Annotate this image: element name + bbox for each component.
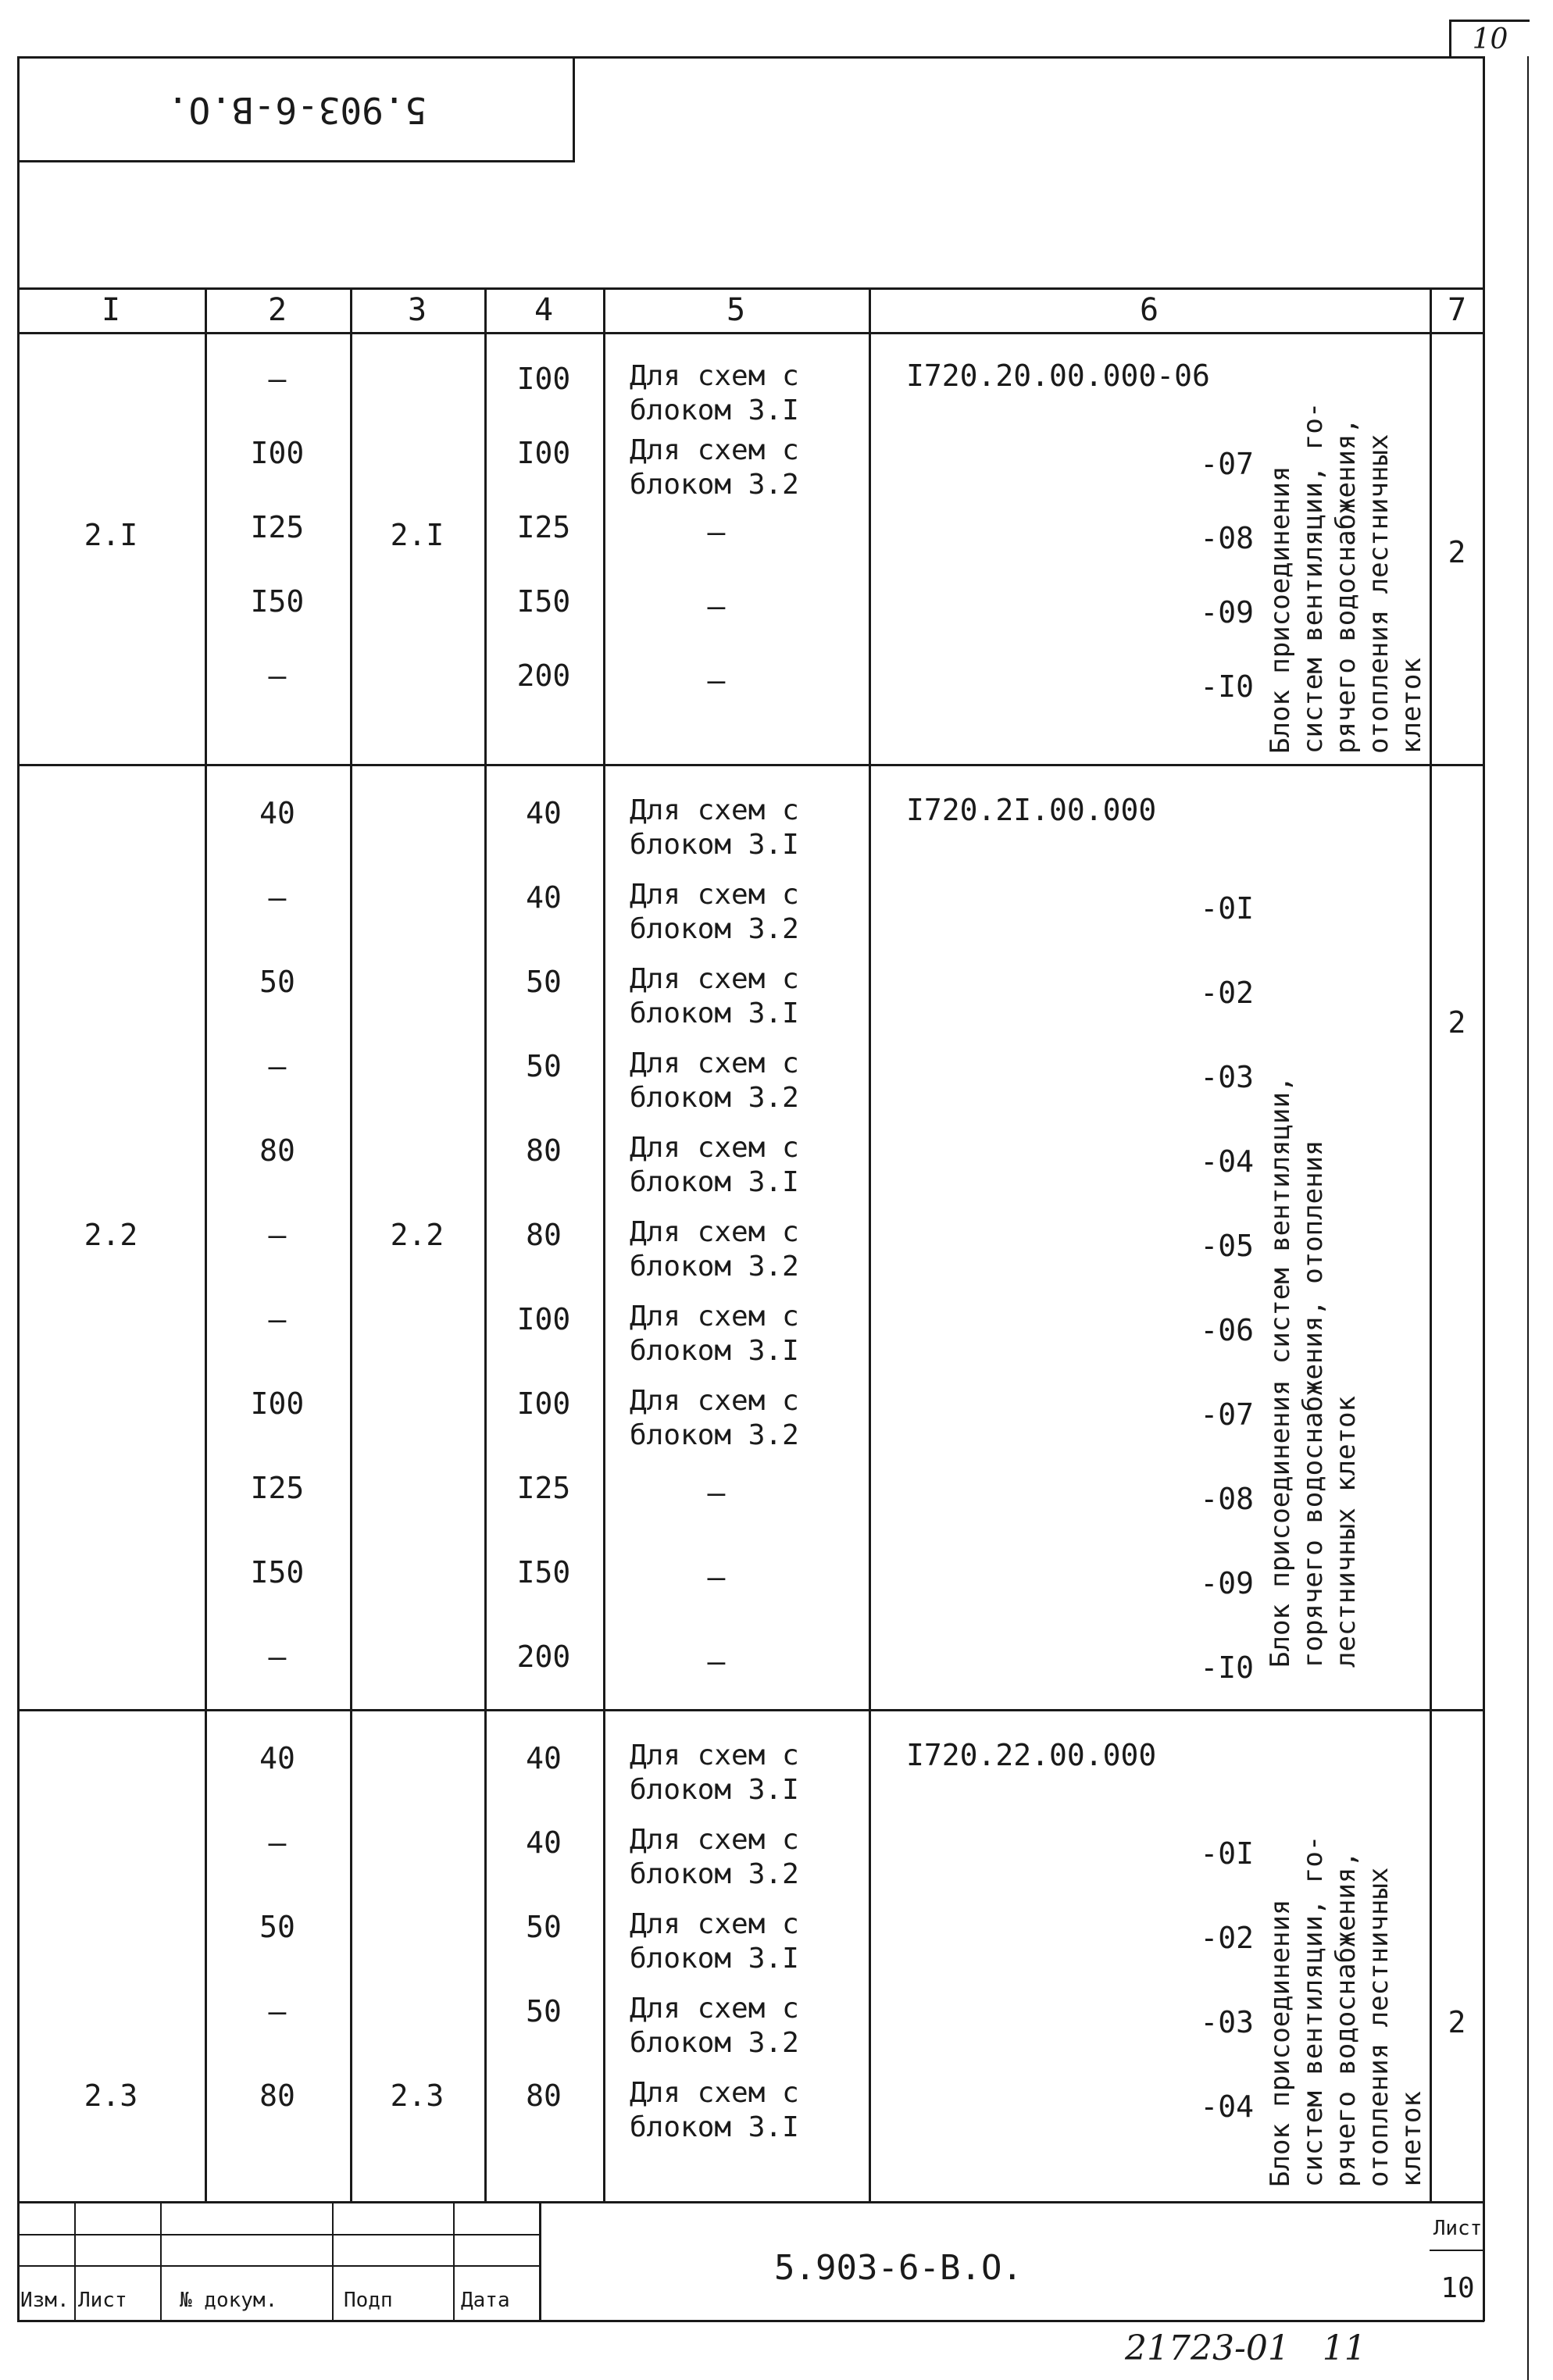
group-1-row-4-col4: I50: [516, 584, 571, 619]
tb-label-doc: № докум.: [180, 2289, 278, 2312]
group-2-row-6-col2: –: [268, 1218, 287, 1252]
tb-label-izm: Изм.: [20, 2289, 70, 2312]
corner-box-left: [1449, 20, 1451, 59]
group-2-row-10-col6: -09: [1200, 1566, 1254, 1600]
group-1-name: Блок присоединения систем вентиляции, го- рячего водоснабжения, отопления лестничных клеток: [1265, 401, 1427, 754]
group-3-row-3-col2: 50: [259, 1910, 295, 1944]
group-1-row-1-col4: I00: [516, 362, 571, 396]
group-2-row-7-col2: –: [268, 1302, 287, 1336]
group-3-row-4-col2: –: [268, 1994, 287, 2029]
tb-label-list: Лист: [78, 2289, 127, 2312]
group-1-row-5-col6: -I0: [1200, 669, 1254, 704]
group-2-row-11-col5: –: [707, 1644, 726, 1679]
group-2-row-6-col6: -05: [1200, 1229, 1254, 1263]
group-3-row-5-col2: 80: [259, 2078, 295, 2113]
frame-right-line: [1483, 56, 1485, 2321]
frame-left-line: [17, 56, 20, 2321]
tb-col-a: [74, 2201, 76, 2322]
stamp-mirrored: 5.903-6-В.О.: [166, 89, 427, 131]
header-col-4: 4: [534, 292, 554, 328]
header-col-7: 7: [1447, 292, 1467, 328]
group-2-row-2-col6: -0I: [1200, 891, 1254, 926]
group-2-row-5-col2: 80: [259, 1133, 295, 1168]
tb-col-b: [160, 2201, 162, 2322]
group-3-row-3-col4: 50: [526, 1910, 562, 1944]
group-3-row-5-col6: -04: [1200, 2089, 1254, 2124]
tb-label-date: Дата: [461, 2289, 510, 2312]
frame-bottom-line: [17, 2320, 1484, 2322]
group-2-row-9-col4: I25: [516, 1471, 571, 1505]
group-2-row-11-col2: –: [268, 1640, 287, 1674]
group-2-row-7-col4: I00: [516, 1302, 571, 1336]
group-2-base-code: I720.2I.00.000: [906, 793, 1157, 827]
group-3-row-2-col2: –: [268, 1825, 287, 1860]
group-2-row-5-col4: 80: [526, 1133, 562, 1168]
group-1-row-1-col5: Для схем с блоком 3.I: [630, 360, 799, 426]
group-1-col7: 2: [1448, 535, 1466, 569]
group-2-row-8-col4: I00: [516, 1386, 571, 1421]
group-2-row-2-col2: –: [268, 880, 287, 915]
group-2-row-1-col5: Для схем с блоком 3.I: [630, 794, 799, 861]
group-2-row-5-col5: Для схем с блоком 3.I: [630, 1132, 799, 1198]
stamp-box-right: [573, 56, 575, 162]
group-2-row-5-col6: -04: [1200, 1144, 1254, 1179]
group-2-row-4-col2: –: [268, 1049, 287, 1083]
col-line-6: [1430, 287, 1432, 2201]
group-3-row-2-col6: -0I: [1200, 1836, 1254, 1871]
group-2-row-10-col4: I50: [516, 1555, 571, 1590]
sheet-outer-right-line: [1527, 56, 1529, 2380]
group-1-row-3-col4: I25: [516, 510, 571, 544]
group-separator-1: [17, 764, 1484, 766]
group-1-row-1-col2: –: [268, 362, 287, 396]
group-1-base-code: I720.20.00.000-06: [906, 359, 1210, 393]
group-2-row-8-col6: -07: [1200, 1397, 1254, 1432]
header-col-5: 5: [726, 292, 746, 328]
group-2-row-3-col5: Для схем с блоком 3.I: [630, 963, 799, 1029]
group-2-col3: 2.2: [390, 1218, 444, 1252]
group-2-row-11-col6: -I0: [1200, 1650, 1254, 1685]
tb-sheet-label: Лист: [1433, 2217, 1483, 2240]
group-1-row-5-col2: –: [268, 658, 287, 693]
group-3-col7: 2: [1448, 2005, 1466, 2039]
group-3-row-3-col5: Для схем с блоком 3.I: [630, 1908, 799, 1975]
header-col-1: I: [101, 292, 121, 328]
group-2-row-8-col2: I00: [250, 1386, 305, 1421]
group-2-row-9-col5: –: [707, 1475, 726, 1510]
group-2-row-3-col6: -02: [1200, 976, 1254, 1010]
group-3-row-1-col4: 40: [526, 1741, 562, 1775]
group-2-row-2-col4: 40: [526, 880, 562, 915]
group-2-row-2-col5: Для схем с блоком 3.2: [630, 879, 799, 945]
group-2-col7: 2: [1448, 1005, 1466, 1040]
tb-label-podp: Подп: [344, 2289, 393, 2312]
group-1-col3: 2.I: [390, 518, 444, 552]
group-3-row-4-col6: -03: [1200, 2005, 1254, 2039]
group-2-row-7-col6: -06: [1200, 1313, 1254, 1347]
group-3-row-2-col4: 40: [526, 1825, 562, 1860]
tb-col-c: [332, 2201, 334, 2322]
group-1-col1: 2.I: [84, 518, 138, 552]
header-top-line: [17, 287, 1484, 290]
header-col-6: 6: [1139, 292, 1159, 328]
group-2-row-3-col2: 50: [259, 965, 295, 999]
group-2-row-9-col2: I25: [250, 1471, 305, 1505]
group-2-row-1-col2: 40: [259, 796, 295, 830]
group-1-row-4-col6: -09: [1200, 595, 1254, 630]
group-separator-2: [17, 1709, 1484, 1711]
group-2-row-10-col2: I50: [250, 1555, 305, 1590]
group-2-row-4-col4: 50: [526, 1049, 562, 1083]
group-2-row-6-col4: 80: [526, 1218, 562, 1252]
tb-designation: 5.903-6-В.О.: [774, 2248, 1023, 2288]
tb-col-e: [539, 2201, 541, 2322]
group-2-row-7-col5: Для схем с блоком 3.I: [630, 1301, 799, 1367]
group-3-row-4-col4: 50: [526, 1994, 562, 2029]
tb-line-3: [17, 2265, 541, 2267]
col-line-5: [869, 287, 871, 2201]
group-1-row-5-col5: –: [707, 663, 726, 698]
corner-box-top: [1449, 20, 1530, 22]
group-2-row-4-col6: -03: [1200, 1060, 1254, 1094]
group-3-row-2-col5: Для схем с блоком 3.2: [630, 1824, 799, 1890]
group-3-row-4-col5: Для схем с блоком 3.2: [630, 1993, 799, 2059]
frame-top-line: [17, 56, 1484, 59]
group-2-col1: 2.2: [84, 1218, 138, 1252]
group-2-name: Блок присоединения систем вентиляции, горячего водоснабжения, отопления лестничных клеток: [1265, 1076, 1362, 1668]
group-2-row-9-col6: -08: [1200, 1482, 1254, 1516]
tb-col-d: [453, 2201, 455, 2322]
col-line-4: [603, 287, 605, 2201]
group-2-row-3-col4: 50: [526, 965, 562, 999]
group-3-row-5-col5: Для схем с блоком 3.I: [630, 2077, 799, 2143]
group-1-row-2-col2: I00: [250, 436, 305, 470]
group-3-col1: 2.3: [84, 2078, 138, 2113]
header-col-3: 3: [407, 292, 427, 328]
group-1-row-3-col2: I25: [250, 510, 305, 544]
group-2-row-11-col4: 200: [516, 1640, 571, 1674]
group-1-row-3-col6: -08: [1200, 521, 1254, 555]
group-3-base-code: I720.22.00.000: [906, 1738, 1157, 1772]
group-1-row-4-col2: I50: [250, 584, 305, 619]
handwritten-footer: 21723-01 11: [1125, 2328, 1366, 2368]
group-2-row-10-col5: –: [707, 1560, 726, 1594]
group-1-row-5-col4: 200: [516, 658, 571, 693]
header-col-2: 2: [267, 292, 287, 328]
group-1-row-4-col5: –: [707, 589, 726, 623]
tb-line-1: [17, 2201, 1484, 2203]
group-2-row-1-col4: 40: [526, 796, 562, 830]
group-1-row-2-col4: I00: [516, 436, 571, 470]
tb-sheet-number: 10: [1441, 2272, 1475, 2304]
group-2-row-6-col5: Для схем с блоком 3.2: [630, 1216, 799, 1283]
group-1-row-2-col5: Для схем с блоком 3.2: [630, 434, 799, 501]
group-3-col3: 2.3: [390, 2078, 444, 2113]
group-2-row-8-col5: Для схем с блоком 3.2: [630, 1385, 799, 1451]
tb-line-4: [1430, 2250, 1484, 2251]
header-bottom-line: [17, 332, 1484, 334]
group-1-row-3-col5: –: [707, 515, 726, 549]
group-3-name: Блок присоединения систем вентиляции, го- рячего водоснабжения, отопления лестничных клеток: [1265, 1835, 1427, 2187]
group-3-row-1-col5: Для схем с блоком 3.I: [630, 1740, 799, 1806]
group-3-row-5-col4: 80: [526, 2078, 562, 2113]
page-corner-number: 10: [1472, 23, 1508, 55]
group-1-row-2-col6: -07: [1200, 447, 1254, 481]
group-2-row-4-col5: Для схем с блоком 3.2: [630, 1047, 799, 1114]
stamp-box-bottom: [17, 160, 575, 162]
group-3-row-1-col2: 40: [259, 1741, 295, 1775]
group-3-row-3-col6: -02: [1200, 1921, 1254, 1955]
tb-line-2: [17, 2234, 541, 2235]
